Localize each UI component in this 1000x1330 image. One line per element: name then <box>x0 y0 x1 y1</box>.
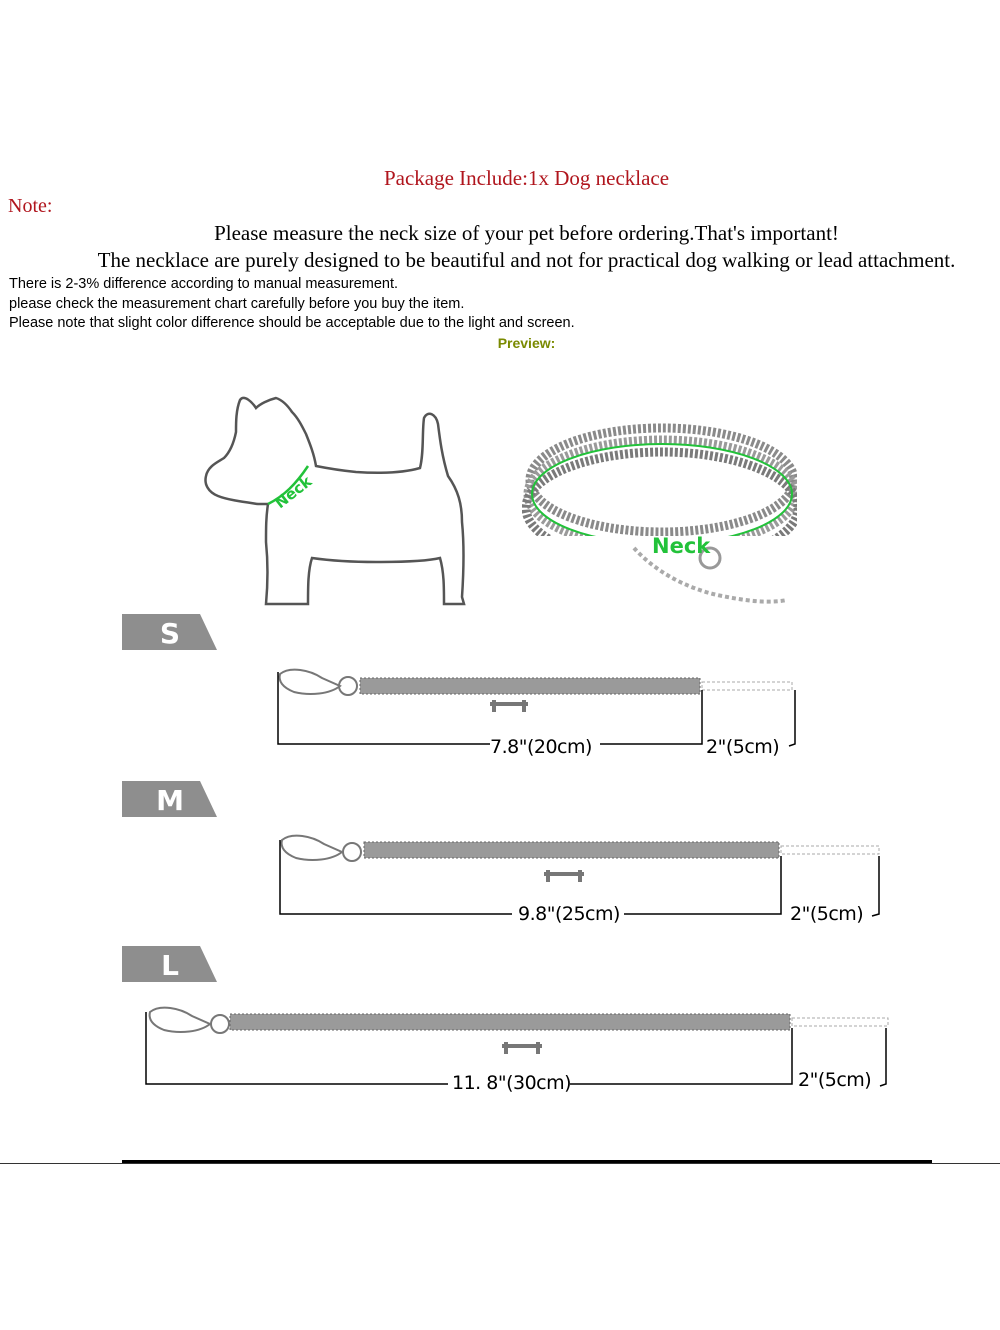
bottom-hairline <box>0 1163 1000 1164</box>
preview-label: Preview: <box>497 335 556 351</box>
collar-neck-label: Neck <box>652 534 711 558</box>
size-l-length: 11. 8"(30cm) <box>452 1072 572 1094</box>
size-m-length: 9.8"(25cm) <box>518 903 620 925</box>
size-tag-s-label: S <box>159 617 181 650</box>
collar-preview-illustration <box>522 408 797 618</box>
difference-note: There is 2-3% difference according to manual measurement. <box>9 276 399 292</box>
size-tag-l-label: L <box>161 949 179 982</box>
design-disclaimer: The necklace are purely designed to be beautiful and not for practical dog walking or lead attachment. <box>97 248 956 272</box>
size-m-extension: 2"(5cm) <box>790 903 864 925</box>
package-include-heading: Package Include:1x Dog necklace <box>383 166 670 190</box>
size-tag-m <box>122 781 218 817</box>
chart-check-note: please check the measurement chart carefully before you buy the item. <box>9 296 465 312</box>
size-s-length: 7.8"(20cm) <box>490 736 592 758</box>
size-tag-l <box>122 946 218 982</box>
size-tag-m-label: M <box>156 784 184 817</box>
size-l-extension: 2"(5cm) <box>798 1069 872 1091</box>
color-difference-note: Please note that slight color difference should be acceptable due to the light and screen. <box>9 315 575 331</box>
dog-outline-illustration <box>196 392 486 617</box>
dog-neck-label: Neck <box>271 472 316 513</box>
size-s-extension: 2"(5cm) <box>706 736 780 758</box>
size-tag-s <box>122 614 218 650</box>
measure-instruction: Please measure the neck size of your pet before ordering.That's important! <box>214 221 839 245</box>
note-label: Note: <box>8 195 53 217</box>
